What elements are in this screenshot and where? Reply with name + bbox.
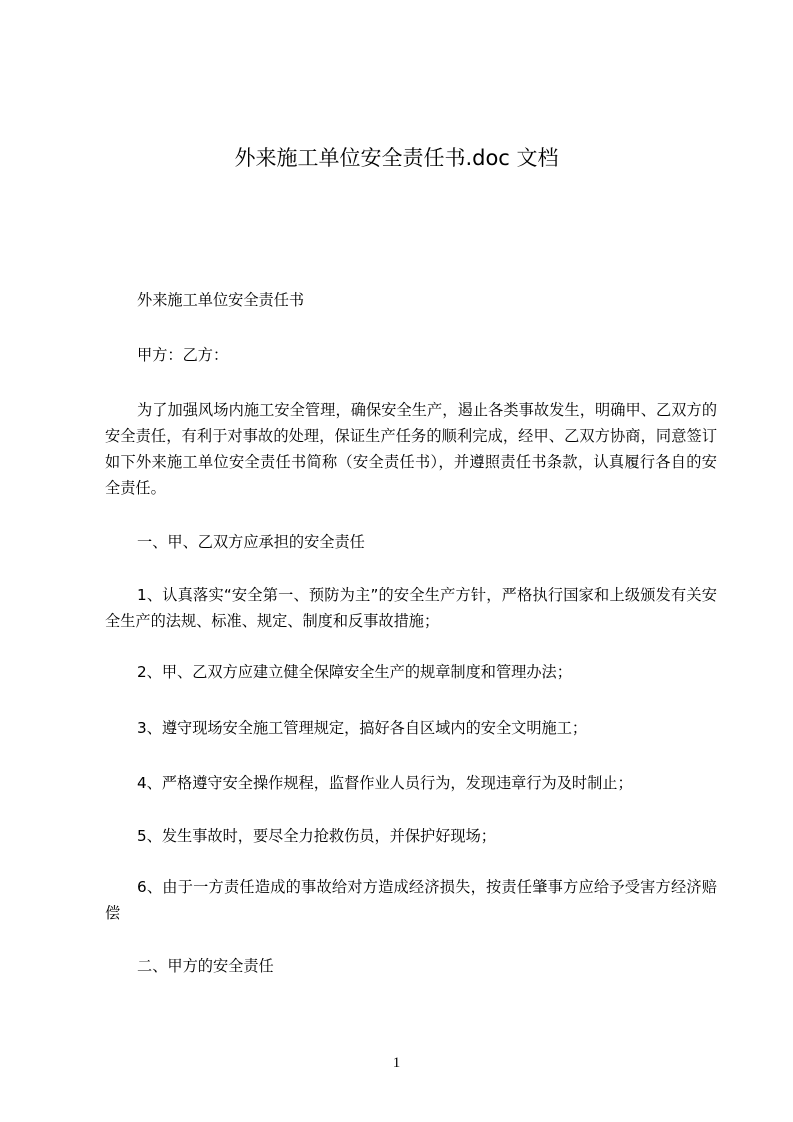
heading-doc-name: 外来施工单位安全责任书 [137,291,305,309]
clause-5: 5、发生事故时，要尽全力抢救伤员，并保护好现场； [137,827,496,845]
parties-line: 甲方：乙方： [137,346,229,364]
document-title: 外来施工单位安全责任书.doc 文档 [234,146,559,170]
clause-3: 3、遵守现场安全施工管理规定，搞好各自区域内的安全文明施工； [137,719,588,737]
clause-6: 6、由于一方责任造成的事故给对方造成经济损失，按责任肇事方应给予受害方经济赔偿 [105,878,717,922]
section-heading-2: 二、甲方的安全责任 [137,957,274,975]
clause-1: 1、认真落实“安全第一、预防为主”的安全生产方针，严格执行国家和上级颁发有关安全生产的法规、标准、规定、制度和反事故措施； [105,586,717,630]
page-number: 1 [392,1055,401,1071]
clause-4: 4、严格遵守安全操作规程，监督作业人员行为，发现违章行为及时制止； [137,774,633,792]
intro-paragraph: 为了加强风场内施工安全管理，确保安全生产，遏止各类事故发生，明确甲、乙双方的安全责任，有利于对事故的处理，保证生产任务的顺利完成，经甲、乙双方协商，同意签订如下外来施工单位安全责任书简称（安全责任书），并遵照责任书条款，认真履行各自的安全责任。 [105,401,717,497]
clause-2: 2、甲、乙双方应建立健全保障安全生产的规章制度和管理办法； [137,663,572,681]
section-heading-1: 一、甲、乙双方应承担的安全责任 [137,533,365,551]
